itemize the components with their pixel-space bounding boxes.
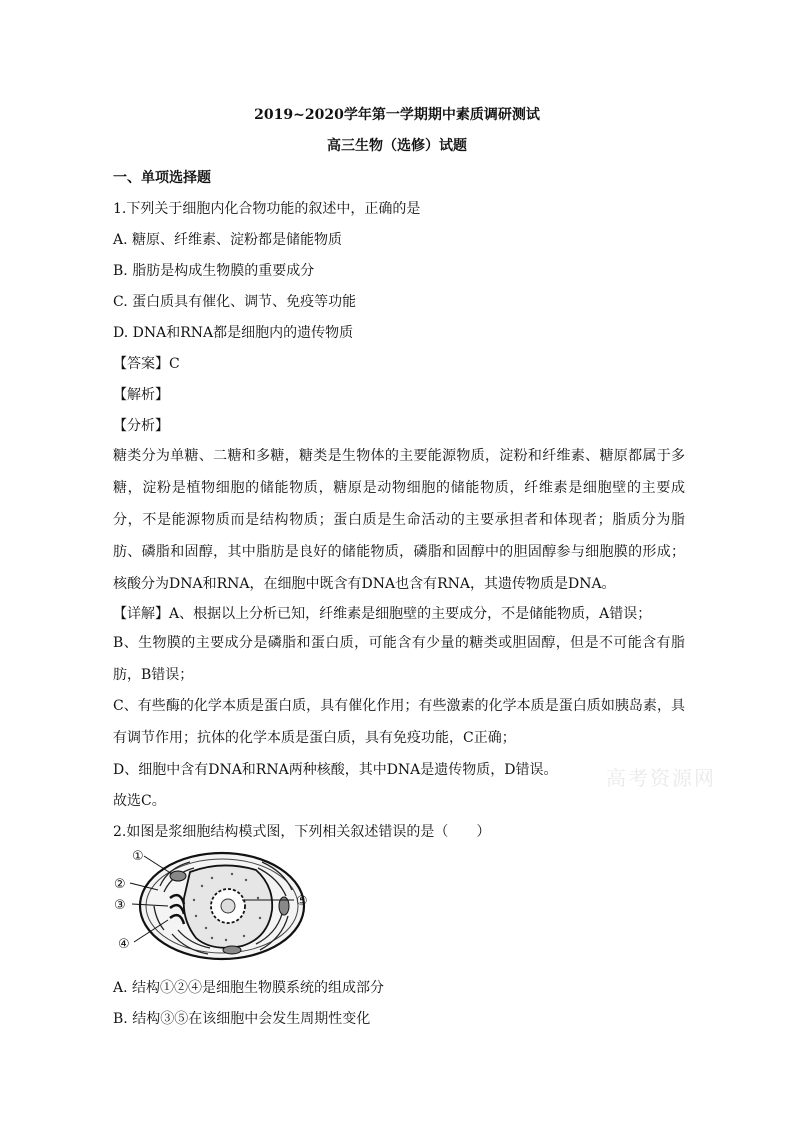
detail-d: D、细胞中含有DNA和RNA两种核酸，其中DNA是遗传物质，D错误。 [113, 762, 558, 778]
mitochondrion [170, 871, 186, 881]
question-1-stem: 1.下列关于细胞内化合物功能的叙述中，正确的是 [113, 201, 421, 217]
exam-title: 2019~2020学年第一学期期中素质调研测试 [254, 107, 540, 123]
label-5: ⑤ [296, 894, 308, 909]
label-4: ④ [118, 937, 130, 952]
label-2: ② [114, 877, 126, 892]
detail-c: C、有些酶的化学本质是蛋白质，具有催化作用；有些激素的化学本质是蛋白质如胰岛素，具有调节作用；抗体的化学本质是蛋白质，具有免疫功能，C正确； [113, 698, 685, 746]
fenxi-paragraph: 糖类分为单糖、二糖和多糖，糖类是生物体的主要能源物质，淀粉和纤维素、糖原都属于多糖，淀粉是植物细胞的储能物质，糖原是动物细胞的储能物质，纤维素是细胞壁的主要成分，不是能源物质而是结构物质；蛋白质是生命活动的主要承担者和体现者；脂质分为脂肪、磷脂和固醇，其中脂肪是良好的储能物质，磷脂和固醇中的胆固醇参与细胞膜的形成；核酸分为DNA和RNA，在细胞中既含有DNA也含有RNA，其遗传物质是DNA。 [113, 448, 685, 592]
section-heading: 一、单项选择题 [113, 170, 211, 186]
analysis-label: 【解析】 [113, 387, 169, 403]
question-1-option-d: D. DNA和RNA都是细胞内的遗传物质 [113, 325, 354, 341]
question-1-option-b: B. 脂肪是构成生物膜的重要成分 [113, 263, 315, 279]
label-3: ③ [114, 898, 126, 913]
exam-subtitle: 高三生物（选修）试题 [327, 138, 467, 154]
question-2-stem: 2.如图是浆细胞结构模式图，下列相关叙述错误的是（ ） [113, 824, 491, 840]
question-2-option-a: A. 结构①②④是细胞生物膜系统的组成部分 [113, 980, 385, 996]
detail-b: B、生物膜的主要成分是磷脂和蛋白质，可能含有少量的糖类或胆固醇，但是不可能含有脂肪，B错误； [113, 635, 685, 683]
watermark: 高考资源网 [606, 766, 716, 790]
question-1-option-a: A. 糖原、纤维素、淀粉都是储能物质 [113, 232, 343, 248]
plasma-cell-diagram [112, 846, 322, 966]
conclusion: 故选C。 [113, 793, 166, 809]
label-1: ① [132, 849, 144, 864]
question-2-option-b: B. 结构③⑤在该细胞中会发生周期性变化 [113, 1011, 371, 1027]
question-1-option-c: C. 蛋白质具有催化、调节、免疫等功能 [113, 294, 357, 310]
answer-label: 【答案】C [113, 356, 180, 372]
detail-a: 【详解】A、根据以上分析已知，纤维素是细胞壁的主要成分，不是储能物质，A错误； [113, 606, 652, 622]
fenxi-label: 【分析】 [113, 418, 169, 434]
